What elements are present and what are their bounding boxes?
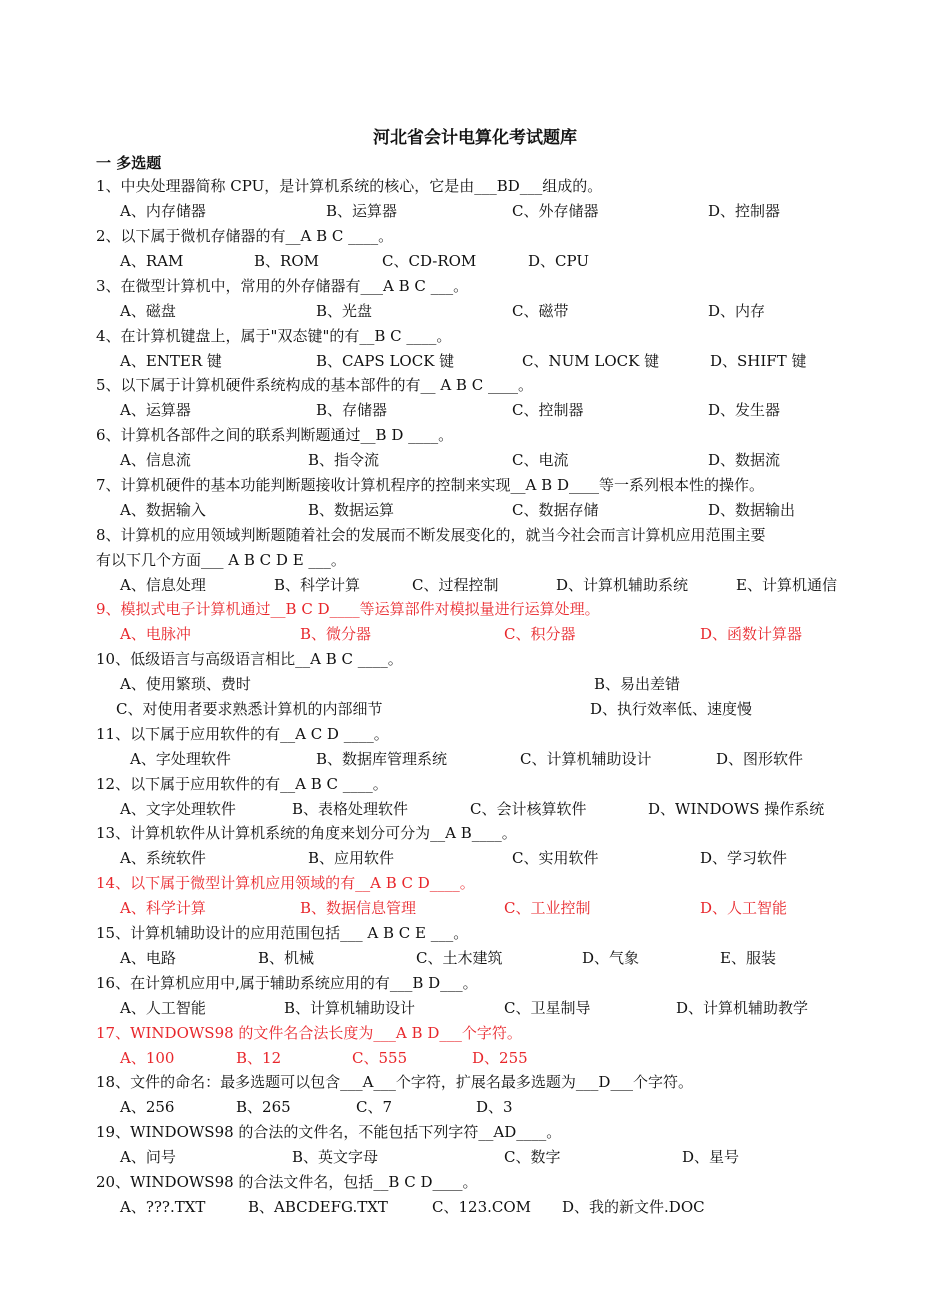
answer-option: C、555 [352,1049,408,1067]
question-text: 11、以下属于应用软件的有__A C D ____。 [96,725,389,743]
answer-option: C、积分器 [504,625,576,643]
answer-option: D、学习软件 [700,849,788,867]
question-text: 10、低级语言与高级语言相比__A B C ____。 [96,650,403,668]
answer-option: D、控制器 [708,202,781,220]
answer-option: C、电流 [512,451,569,469]
answer-option: A、字处理软件 [130,750,231,768]
answer-option: B、表格处理软件 [292,800,409,818]
answer-option: C、数字 [504,1148,561,1166]
answer-option: B、计算机辅助设计 [284,999,416,1017]
question-text: 2、以下属于微机存储器的有__A B C ____。 [96,227,394,245]
answer-option: B、易出差错 [594,675,681,693]
answer-option: D、函数计算器 [700,625,803,643]
answer-option: A、文字处理软件 [120,800,236,818]
question-text: 14、以下属于微型计算机应用领域的有__A B C D____。 [96,874,475,892]
answer-option: D、计算机辅助教学 [676,999,809,1017]
answer-option: A、电脉冲 [120,625,191,643]
answer-option: A、磁盘 [120,302,176,320]
answer-option: B、运算器 [326,202,398,220]
answer-option: D、数据流 [708,451,781,469]
question-text: 12、以下属于应用软件的有__A B C ____。 [96,775,388,793]
question-text: 13、计算机软件从计算机系统的角度来划分可分为__A B____。 [96,824,517,842]
answer-option: B、数据运算 [308,501,395,519]
answer-option: B、英文字母 [292,1148,379,1166]
answer-option: D、SHIFT 键 [710,352,807,370]
question-text: 15、计算机辅助设计的应用范围包括___ A B C E ___。 [96,924,469,942]
page-title: 河北省会计电算化考试题库 [373,128,577,148]
answer-option: B、存储器 [316,401,388,419]
answer-option: C、实用软件 [512,849,599,867]
answer-option: A、256 [120,1098,175,1116]
question-text: 5、以下属于计算机硬件系统构成的基本部件的有__ A B C ____。 [96,376,533,394]
answer-option: D、发生器 [708,401,781,419]
answer-option: B、机械 [258,949,315,967]
answer-option: D、内存 [708,302,766,320]
answer-option: B、265 [236,1098,291,1116]
answer-option: B、应用软件 [308,849,395,867]
answer-option: B、CAPS LOCK 键 [316,352,455,370]
answer-option: B、指令流 [308,451,380,469]
answer-option: D、CPU [528,252,589,270]
answer-option: B、数据信息管理 [300,899,417,917]
answer-option: B、ABCDEFG.TXT [248,1198,388,1216]
question-text: 4、在计算机键盘上，属于"双态键"的有__B C ____。 [96,327,452,345]
answer-option: C、7 [356,1098,393,1116]
section-heading: 一 多选题 [96,154,162,172]
question-text: 7、计算机硬件的基本功能判断题接收计算机程序的控制来实现__A B D____等一系列根本性的操作。 [96,476,764,494]
answer-option: A、运算器 [120,401,191,419]
answer-option: D、气象 [582,949,640,967]
answer-option: B、微分器 [300,625,372,643]
answer-option: C、计算机辅助设计 [520,750,652,768]
answer-option: A、ENTER 键 [120,352,222,370]
answer-option: C、NUM LOCK 键 [522,352,660,370]
answer-option: A、???.TXT [120,1198,206,1216]
answer-option: C、外存储器 [512,202,599,220]
answer-option: A、100 [120,1049,175,1067]
answer-option: C、工业控制 [504,899,591,917]
question-text: 16、在计算机应用中,属于辅助系统应用的有___B D___。 [96,974,478,992]
question-text: 3、在微型计算机中，常用的外存储器有___A B C ___。 [96,277,469,295]
answer-option: C、CD-ROM [382,252,477,270]
answer-option: C、卫星制导 [504,999,591,1017]
question-text: 8、计算机的应用领域判断题随着社会的发展而不断发展变化的，就当今社会而言计算机应用范围主要 [96,526,766,544]
answer-option: C、过程控制 [412,576,499,594]
question-text-continued: 有以下几个方面___ A B C D E ___。 [96,551,346,569]
answer-option: D、我的新文件.DOC [562,1198,705,1216]
answer-option: D、人工智能 [700,899,788,917]
answer-option: B、ROM [254,252,319,270]
answer-option: C、磁带 [512,302,569,320]
answer-option: D、执行效率低、速度慢 [590,700,753,718]
answer-option: C、土木建筑 [416,949,503,967]
answer-option: D、数据输出 [708,501,796,519]
answer-option: D、星号 [682,1148,740,1166]
question-text: 18、文件的命名：最多选题可以包含___A___个字符，扩展名最多选题为___D___个字符。 [96,1073,693,1091]
answer-option: E、计算机通信 [736,576,837,594]
answer-option: A、RAM [120,252,184,270]
answer-option: D、图形软件 [716,750,804,768]
answer-option: A、信息处理 [120,576,206,594]
question-text: 9、模拟式电子计算机通过__B C D____等运算部件对模拟量进行运算处理。 [96,600,600,618]
answer-option: D、255 [472,1049,528,1067]
answer-option: C、对使用者要求熟悉计算机的内部细节 [116,700,383,718]
question-text: 19、WINDOWS98 的合法的文件名，不能包括下列字符__AD____。 [96,1123,562,1141]
answer-option: B、数据库管理系统 [316,750,448,768]
answer-option: A、内存储器 [120,202,206,220]
answer-option: A、人工智能 [120,999,206,1017]
question-text: 17、WINDOWS98 的文件名合法长度为___A B D___个字符。 [96,1024,522,1042]
answer-option: C、会计核算软件 [470,800,587,818]
question-text: 6、计算机各部件之间的联系判断题通过__B D ____。 [96,426,454,444]
answer-option: C、控制器 [512,401,584,419]
answer-option: D、WINDOWS 操作系统 [648,800,825,818]
answer-option: D、3 [476,1098,513,1116]
answer-option: A、数据输入 [120,501,206,519]
answer-option: E、服装 [720,949,776,967]
answer-option: C、123.COM [432,1198,532,1216]
answer-option: A、使用繁琐、费时 [120,675,251,693]
answer-option: B、科学计算 [274,576,361,594]
answer-option: A、科学计算 [120,899,206,917]
answer-option: A、电路 [120,949,176,967]
answer-option: B、光盘 [316,302,373,320]
answer-option: A、系统软件 [120,849,206,867]
answer-option: C、数据存储 [512,501,599,519]
answer-option: B、12 [236,1049,282,1067]
answer-option: D、计算机辅助系统 [556,576,689,594]
question-text: 1、中央处理器简称 CPU，是计算机系统的核心，它是由___BD___组成的。 [96,177,603,195]
answer-option: A、问号 [120,1148,176,1166]
question-text: 20、WINDOWS98 的合法文件名，包括__B C D____。 [96,1173,478,1191]
answer-option: A、信息流 [120,451,191,469]
